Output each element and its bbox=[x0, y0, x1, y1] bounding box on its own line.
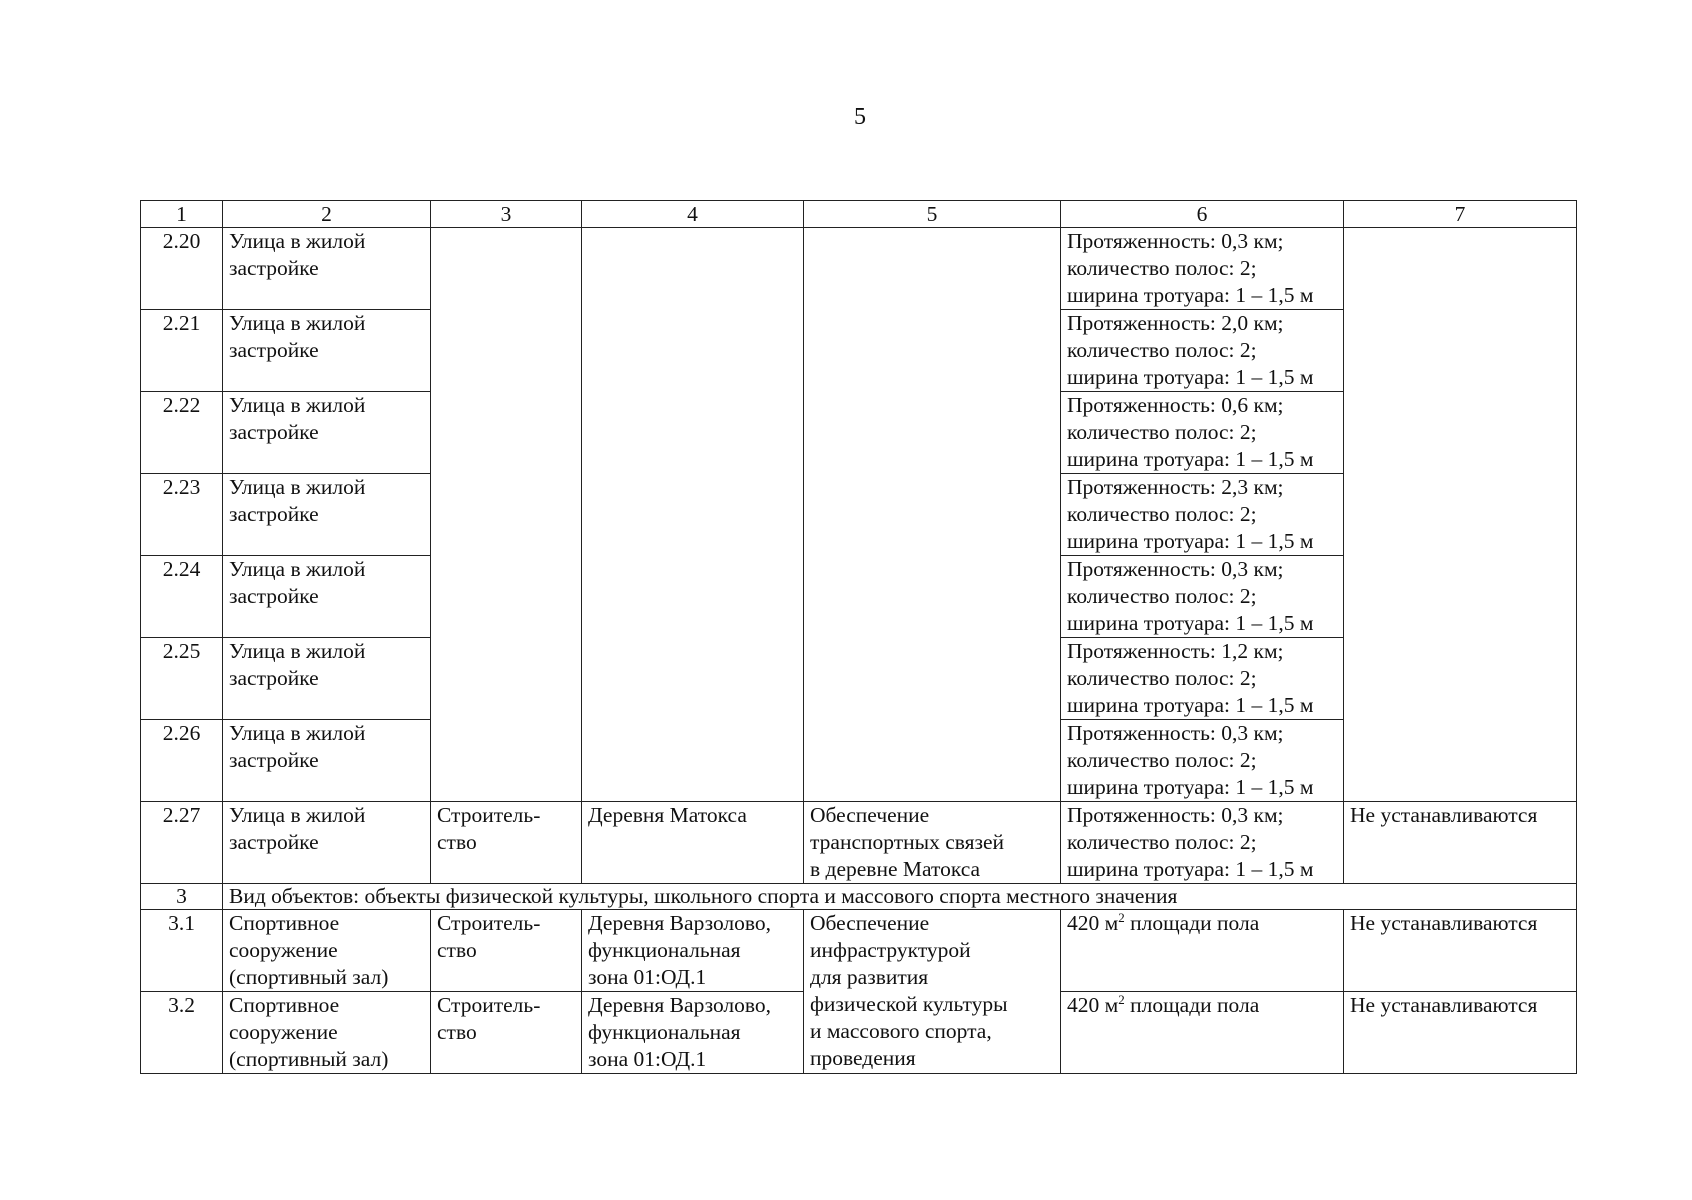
parameters-cell bbox=[1061, 802, 1344, 884]
section-heading-row bbox=[141, 884, 1577, 910]
cell-text-line: ширина тротуара: 1 – 1,5 м bbox=[1067, 857, 1314, 881]
cell-text-line: Улица в жилой bbox=[229, 721, 366, 745]
table-row bbox=[141, 802, 1577, 884]
cell-text-line: количество полос: 2; bbox=[1067, 256, 1257, 280]
area-cell bbox=[1061, 992, 1344, 1074]
cell-text-line: ширина тротуара: 1 – 1,5 м bbox=[1067, 529, 1314, 553]
cell-text-line: ширина тротуара: 1 – 1,5 м bbox=[1067, 283, 1314, 307]
cell-text-line: функциональная bbox=[588, 1020, 741, 1044]
location-cell bbox=[582, 992, 804, 1074]
cell-text-line: сооружение bbox=[229, 1020, 338, 1044]
column-number-header: 2 bbox=[223, 201, 431, 228]
cell-text-line: Деревня Матокса bbox=[588, 803, 747, 827]
cell-text-line: количество полос: 2; bbox=[1067, 502, 1257, 526]
zones-cell: Не устанавливаются bbox=[1344, 992, 1577, 1074]
object-name-cell bbox=[223, 992, 431, 1074]
cell-text-line: количество полос: 2; bbox=[1067, 666, 1257, 690]
object-name-cell bbox=[223, 310, 431, 392]
area-cell bbox=[1061, 910, 1344, 992]
parameters-cell bbox=[1061, 310, 1344, 392]
area-value: 420 м bbox=[1067, 993, 1119, 1017]
object-name-cell bbox=[223, 392, 431, 474]
table-row bbox=[141, 910, 1577, 992]
zones-cell: Не устанавливаются bbox=[1344, 910, 1577, 992]
object-name-cell bbox=[223, 474, 431, 556]
cell-text-line: Строитель- bbox=[437, 803, 541, 827]
row-number: 2.21 bbox=[141, 310, 223, 392]
cell-text-line: инфраструктурой bbox=[810, 938, 971, 962]
parameters-cell bbox=[1061, 556, 1344, 638]
cell-text-line: ширина тротуара: 1 – 1,5 м bbox=[1067, 693, 1314, 717]
location-cell-merged bbox=[582, 228, 804, 802]
column-number-header: 1 bbox=[141, 201, 223, 228]
section-title: Вид объектов: объекты физической культуры, школьного спорта и массового спорта местного значения bbox=[223, 884, 1577, 910]
cell-text-line: зона 01:ОД.1 bbox=[588, 965, 707, 989]
cell-text-line: ство bbox=[437, 938, 477, 962]
cell-text-line: ство bbox=[437, 830, 477, 854]
object-name-cell bbox=[223, 556, 431, 638]
row-number: 3.2 bbox=[141, 992, 223, 1074]
row-number: 3.1 bbox=[141, 910, 223, 992]
parameters-cell bbox=[1061, 392, 1344, 474]
location-cell bbox=[582, 910, 804, 992]
location-cell bbox=[582, 802, 804, 884]
area-label: площади пола bbox=[1124, 993, 1260, 1017]
object-name-cell bbox=[223, 802, 431, 884]
cell-text-line: Обеспечение bbox=[810, 911, 930, 935]
area-value: 420 м bbox=[1067, 911, 1119, 935]
object-name-cell bbox=[223, 228, 431, 310]
object-name-cell bbox=[223, 638, 431, 720]
cell-text-line: транспортных связей bbox=[810, 830, 1005, 854]
parameters-cell bbox=[1061, 474, 1344, 556]
row-number: 2.27 bbox=[141, 802, 223, 884]
page-number: 5 bbox=[854, 104, 866, 130]
cell-text-line: Улица в жилой bbox=[229, 393, 366, 417]
cell-text-line: Протяженность: 1,2 км; bbox=[1067, 639, 1284, 663]
action-cell-merged bbox=[431, 228, 582, 802]
cell-text-line: Улица в жилой bbox=[229, 557, 366, 581]
column-number-header: 3 bbox=[431, 201, 582, 228]
parameters-cell bbox=[1061, 720, 1344, 802]
zones-cell-merged bbox=[1344, 228, 1577, 802]
cell-text-line: зона 01:ОД.1 bbox=[588, 1047, 707, 1071]
row-number: 2.25 bbox=[141, 638, 223, 720]
column-number-header: 7 bbox=[1344, 201, 1577, 228]
cell-text-line: физической культуры bbox=[810, 992, 1008, 1016]
area-label: площади пола bbox=[1124, 911, 1260, 935]
purpose-cell bbox=[804, 802, 1061, 884]
cell-text-line: Деревня Варзолово, bbox=[588, 911, 772, 935]
cell-text-line: Спортивное bbox=[229, 911, 340, 935]
table-row bbox=[141, 228, 1577, 310]
cell-text-line: Протяженность: 0,6 км; bbox=[1067, 393, 1284, 417]
cell-text-line: в деревне Матокса bbox=[810, 857, 981, 881]
cell-text-line: (спортивный зал) bbox=[229, 1047, 389, 1071]
cell-text-line: ширина тротуара: 1 – 1,5 м bbox=[1067, 611, 1314, 635]
cell-text-line: Улица в жилой bbox=[229, 803, 366, 827]
cell-text-line: Протяженность: 0,3 км; bbox=[1067, 229, 1284, 253]
action-cell bbox=[431, 910, 582, 992]
cell-text-line: застройке bbox=[229, 256, 319, 280]
purpose-cell-merged bbox=[804, 228, 1061, 802]
area-unit-superscript: 2 bbox=[1118, 909, 1125, 925]
cell-text-line: для развития bbox=[810, 965, 929, 989]
cell-text-line: ширина тротуара: 1 – 1,5 м bbox=[1067, 775, 1314, 799]
cell-text-line: Улица в жилой bbox=[229, 311, 366, 335]
cell-text-line: Улица в жилой bbox=[229, 639, 366, 663]
zones-cell: Не устанавливаются bbox=[1344, 802, 1577, 884]
cell-text-line: застройке bbox=[229, 420, 319, 444]
cell-text-line: застройке bbox=[229, 502, 319, 526]
cell-text-line: количество полос: 2; bbox=[1067, 338, 1257, 362]
cell-text-line: Протяженность: 0,3 км; bbox=[1067, 803, 1284, 827]
cell-text-line: Протяженность: 0,3 км; bbox=[1067, 721, 1284, 745]
cell-text-line: Улица в жилой bbox=[229, 475, 366, 499]
cell-text-line: количество полос: 2; bbox=[1067, 420, 1257, 444]
cell-text-line: Обеспечение bbox=[810, 803, 930, 827]
section-number: 3 bbox=[141, 884, 223, 910]
action-cell bbox=[431, 802, 582, 884]
object-name-cell bbox=[223, 720, 431, 802]
cell-text-line: застройке bbox=[229, 666, 319, 690]
cell-text-line: Протяженность: 2,3 км; bbox=[1067, 475, 1284, 499]
cell-text-line: и массового спорта, bbox=[810, 1019, 992, 1043]
column-number-header: 4 bbox=[582, 201, 804, 228]
purpose-cell-merged bbox=[804, 910, 1061, 1074]
cell-text-line: застройке bbox=[229, 338, 319, 362]
row-number: 2.26 bbox=[141, 720, 223, 802]
cell-text-line: Протяженность: 0,3 км; bbox=[1067, 557, 1284, 581]
cell-text-line: количество полос: 2; bbox=[1067, 830, 1257, 854]
table-header-row bbox=[141, 201, 1577, 228]
cell-text-line: застройке bbox=[229, 830, 319, 854]
cell-text-line: застройке bbox=[229, 584, 319, 608]
cell-text-line: застройке bbox=[229, 748, 319, 772]
cell-text-line: ство bbox=[437, 1020, 477, 1044]
cell-text-line: количество полос: 2; bbox=[1067, 584, 1257, 608]
row-number: 2.23 bbox=[141, 474, 223, 556]
cell-text-line: ширина тротуара: 1 – 1,5 м bbox=[1067, 365, 1314, 389]
cell-text-line: Протяженность: 2,0 км; bbox=[1067, 311, 1284, 335]
cell-text-line: проведения bbox=[810, 1046, 916, 1070]
objects-table bbox=[140, 200, 1577, 1074]
cell-text-line: Улица в жилой bbox=[229, 229, 366, 253]
parameters-cell bbox=[1061, 638, 1344, 720]
cell-text-line: (спортивный зал) bbox=[229, 965, 389, 989]
cell-text-line: функциональная bbox=[588, 938, 741, 962]
row-number: 2.24 bbox=[141, 556, 223, 638]
area-unit-superscript: 2 bbox=[1118, 991, 1125, 1007]
cell-text-line: Строитель- bbox=[437, 993, 541, 1017]
cell-text-line: количество полос: 2; bbox=[1067, 748, 1257, 772]
object-name-cell bbox=[223, 910, 431, 992]
row-number: 2.20 bbox=[141, 228, 223, 310]
cell-text-line: сооружение bbox=[229, 938, 338, 962]
row-number: 2.22 bbox=[141, 392, 223, 474]
column-number-header: 5 bbox=[804, 201, 1061, 228]
action-cell bbox=[431, 992, 582, 1074]
column-number-header: 6 bbox=[1061, 201, 1344, 228]
cell-text-line: Строитель- bbox=[437, 911, 541, 935]
cell-text-line: ширина тротуара: 1 – 1,5 м bbox=[1067, 447, 1314, 471]
parameters-cell bbox=[1061, 228, 1344, 310]
cell-text-line: Деревня Варзолово, bbox=[588, 993, 772, 1017]
cell-text-line: Спортивное bbox=[229, 993, 340, 1017]
